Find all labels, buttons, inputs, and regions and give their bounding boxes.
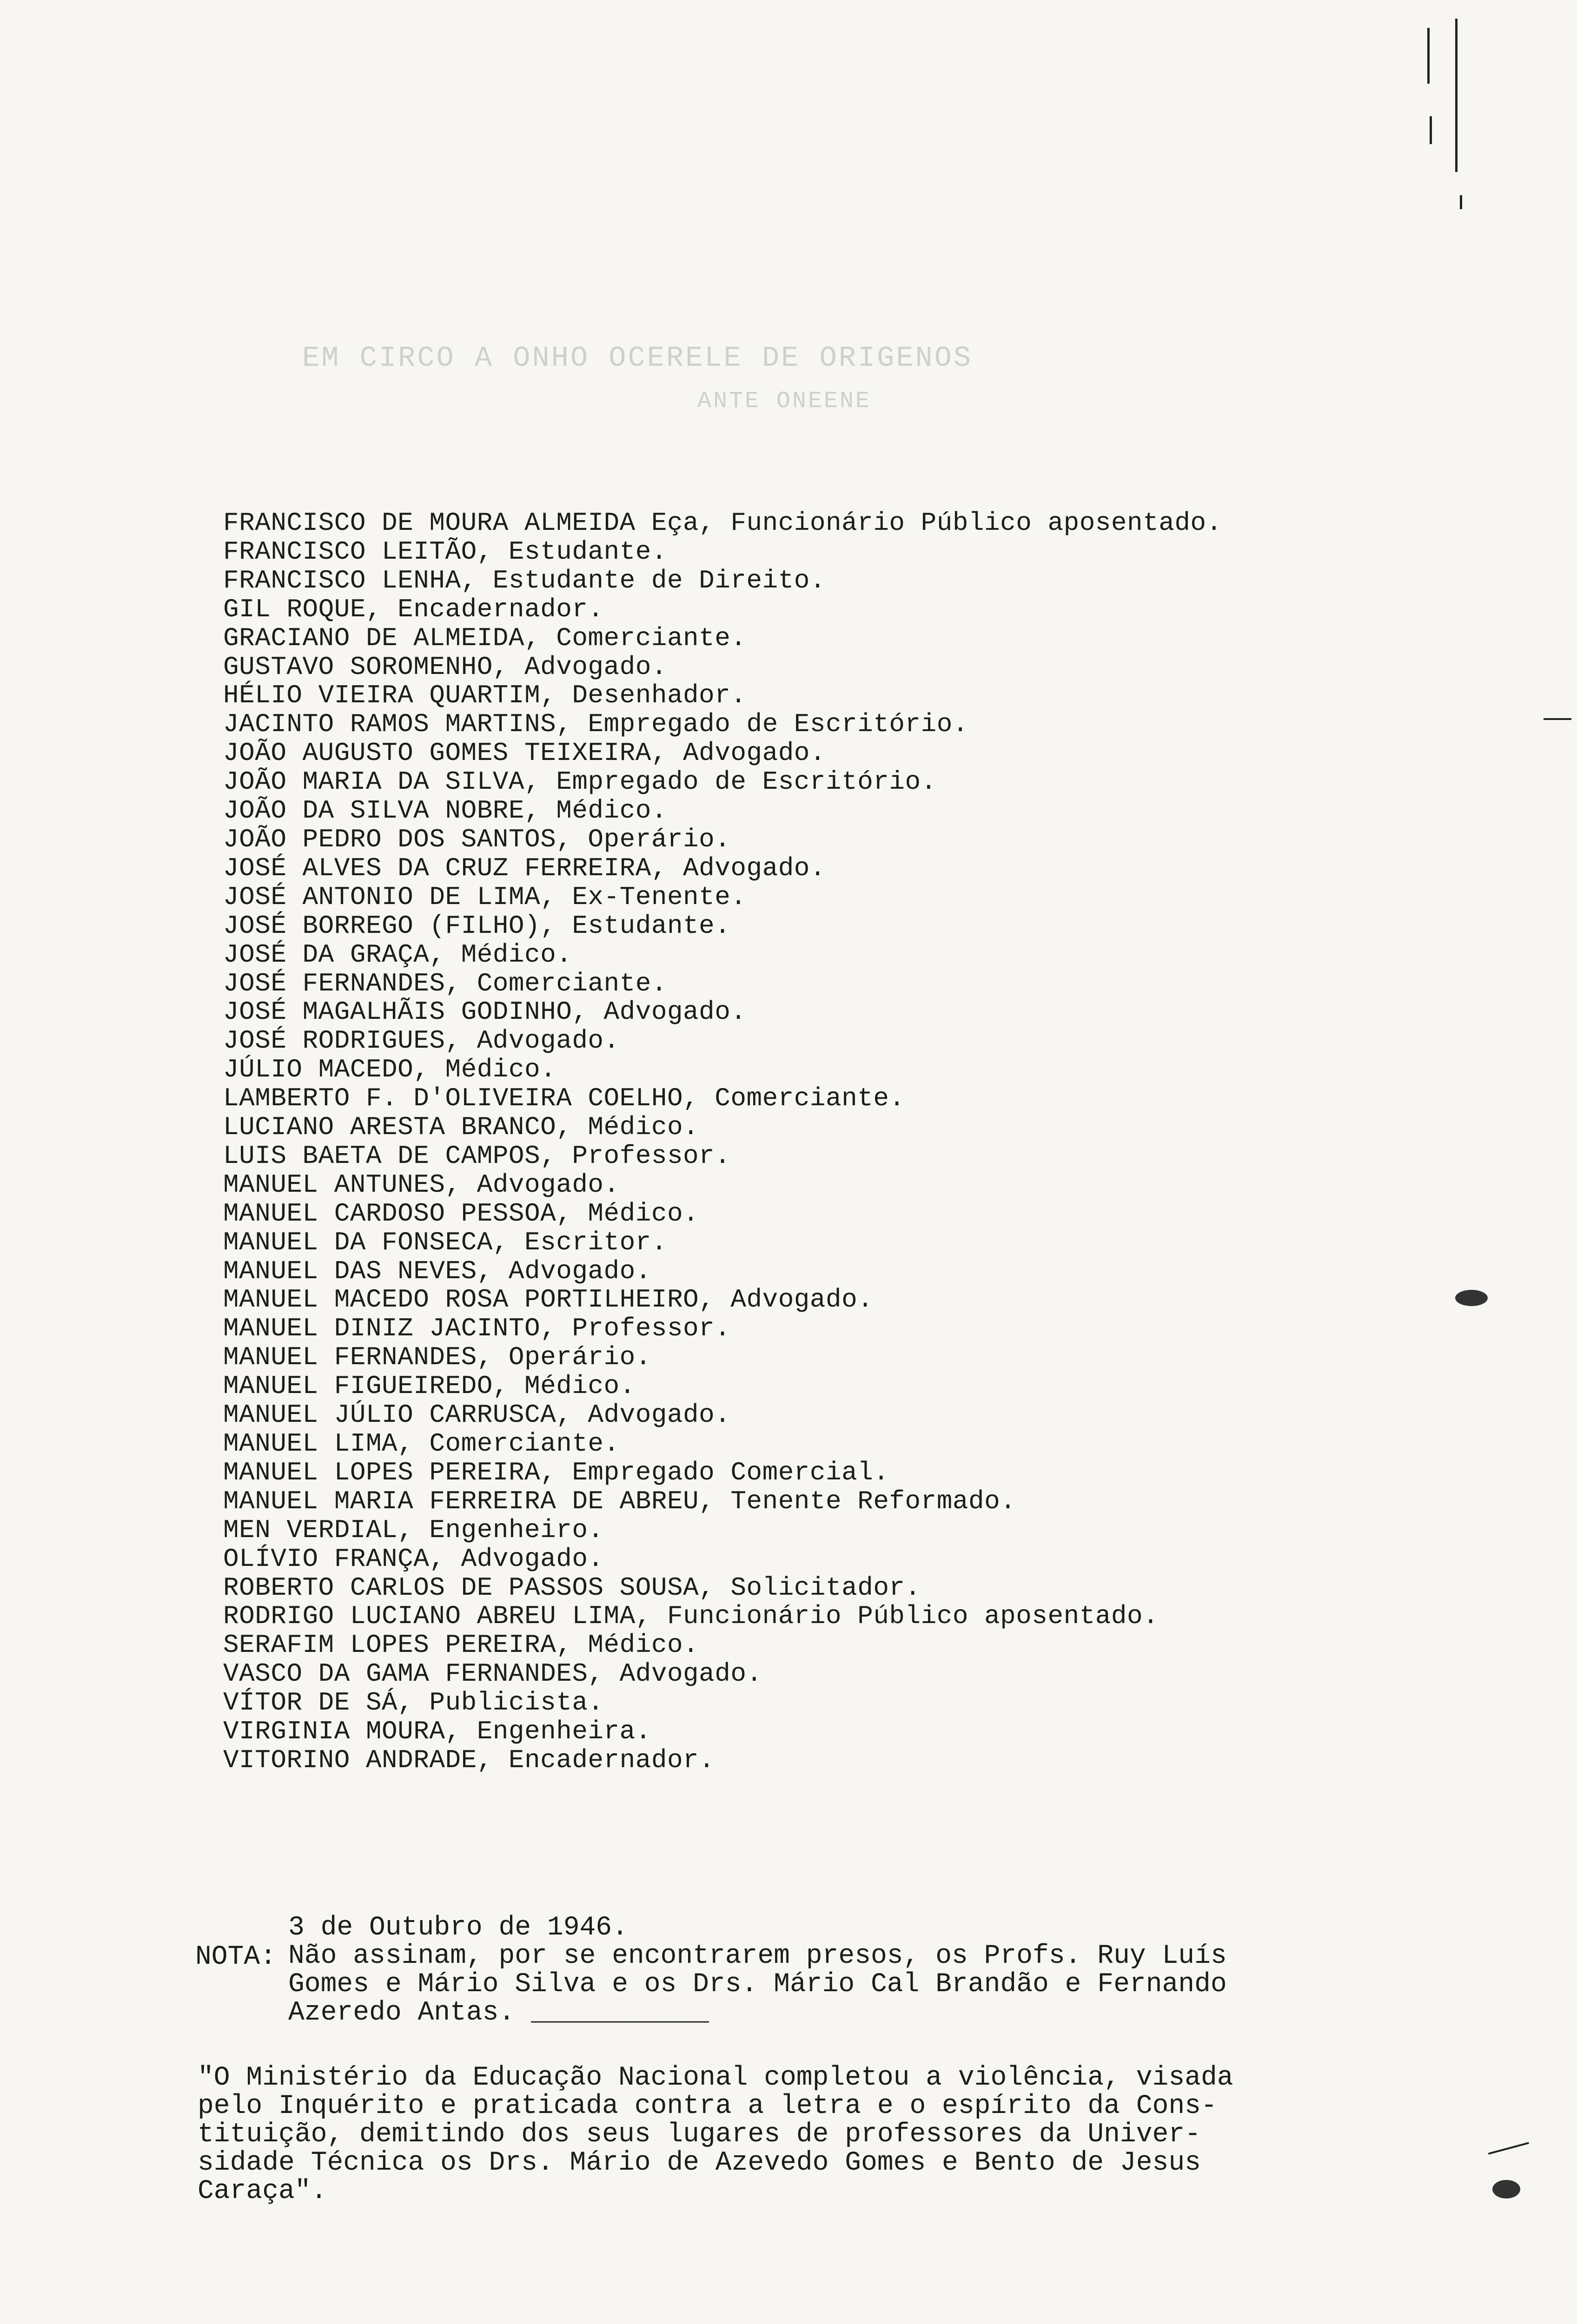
signatory-line: GRACIANO DE ALMEIDA, Comerciante. bbox=[223, 623, 747, 653]
signatory-line: MANUEL JÚLIO CARRUSCA, Advogado. bbox=[223, 1400, 731, 1430]
signatory-line: JOSÉ DA GRAÇA, Médico. bbox=[223, 939, 572, 970]
signatory-line: MANUEL MARIA FERREIRA DE ABREU, Tenente Reformado. bbox=[223, 1486, 1016, 1516]
signatory-line: JÚLIO MACEDO, Médico. bbox=[223, 1055, 557, 1085]
faint-header-bleed: EM CIRCO A ONHO OCERELE DE ORIGENOS bbox=[302, 342, 973, 375]
signatory-line: JOSÉ MAGALHÃIS GODINHO, Advogado. bbox=[223, 997, 747, 1027]
signatory-line: JOSÉ ALVES DA CRUZ FERREIRA, Advogado. bbox=[223, 853, 826, 883]
signatory-line: HÉLIO VIEIRA QUARTIM, Desenhador. bbox=[223, 680, 747, 711]
signatory-line: MANUEL FIGUEIREDO, Médico. bbox=[223, 1371, 636, 1401]
signatory-line: MANUEL DA FONSECA, Escritor. bbox=[223, 1227, 667, 1257]
margin-mark bbox=[1427, 28, 1430, 84]
signatory-line: JOÃO AUGUSTO GOMES TEIXEIRA, Advogado. bbox=[223, 738, 826, 768]
signatory-line: VIRGINIA MOURA, Engenheira. bbox=[223, 1717, 651, 1747]
signatory-line: JOÃO MARIA DA SILVA, Empregado de Escritório. bbox=[223, 767, 937, 797]
signatory-line: MANUEL LIMA, Comerciante. bbox=[223, 1429, 620, 1459]
signatory-line: JOÃO PEDRO DOS SANTOS, Operário. bbox=[223, 824, 731, 854]
signatory-line: MANUEL FERNANDES, Operário. bbox=[223, 1342, 651, 1373]
signatory-line: FRANCISCO LENHA, Estudante de Direito. bbox=[223, 565, 826, 595]
signatory-line: LAMBERTO F. D'OLIVEIRA COELHO, Comerciante. bbox=[223, 1083, 905, 1114]
signatory-line: MANUEL ANTUNES, Advogado. bbox=[223, 1169, 620, 1200]
faint-header-bleed-2: ANTE ONEENE bbox=[697, 388, 872, 415]
signatory-list bbox=[223, 509, 1455, 1775]
margin-mark bbox=[1488, 2142, 1529, 2154]
signatory-line: OLÍVIO FRANÇA, Advogado. bbox=[223, 1544, 604, 1574]
signatory-line: MANUEL CARDOSO PESSOA, Médico. bbox=[223, 1198, 699, 1228]
signatory-line: ROBERTO CARLOS DE PASSOS SOUSA, Solicitador. bbox=[223, 1572, 921, 1603]
signatory-line: LUIS BAETA DE CAMPOS, Professor. bbox=[223, 1141, 731, 1171]
signatory-line: MEN VERDIAL, Engenheiro. bbox=[223, 1515, 604, 1545]
margin-mark bbox=[1460, 195, 1462, 209]
ink-blot bbox=[1455, 1290, 1488, 1306]
signatory-line: SERAFIM LOPES PEREIRA, Médico. bbox=[223, 1630, 699, 1660]
signatory-line: FRANCISCO DE MOURA ALMEIDA Eça, Funcionário Público aposentado. bbox=[223, 508, 1222, 538]
signatory-line: VÍTOR DE SÁ, Publicista. bbox=[223, 1688, 604, 1718]
nota-label: NOTA: bbox=[195, 1942, 277, 1972]
signatory-line: LUCIANO ARESTA BRANCO, Médico. bbox=[223, 1112, 699, 1142]
margin-mark bbox=[1544, 718, 1571, 720]
signatory-line: MANUEL DINIZ JACINTO, Professor. bbox=[223, 1314, 731, 1344]
signatory-line: JOSÉ FERNANDES, Comerciante. bbox=[223, 968, 667, 998]
signatory-line: MANUEL DAS NEVES, Advogado. bbox=[223, 1256, 651, 1286]
margin-mark bbox=[1430, 116, 1432, 144]
margin-mark bbox=[1455, 19, 1458, 172]
signatory-line: JOSÉ ANTONIO DE LIMA, Ex-Tenente. bbox=[223, 882, 747, 912]
signatory-line: JOÃO DA SILVA NOBRE, Médico. bbox=[223, 796, 667, 826]
signatory-line: GUSTAVO SOROMENHO, Advogado. bbox=[223, 652, 667, 682]
signatory-line: JACINTO RAMOS MARTINS, Empregado de Escritório. bbox=[223, 709, 968, 739]
signatory-line: RODRIGO LUCIANO ABREU LIMA, Funcionário Público aposentado. bbox=[223, 1601, 1159, 1631]
closing-quote: "O Ministério da Educação Nacional completou a violência, visada pelo Inquérito e praticada contra a letra e o espírito da Cons- tituição, demitindo dos seus lugares de professores da Univer- sidade Técnica os Drs. Mário de Azevedo Gomes e Bento de Jesus Caraça". bbox=[198, 2063, 1233, 2206]
nota-text: Não assinam, por se encontrarem presos, os Profs. Ruy Luís Gomes e Mário Silva e os Drs. Mário Cal Brandão e Fernando Azeredo Antas. ___________ bbox=[288, 1941, 1227, 2028]
signatory-line: JOSÉ BORREGO (FILHO), Estudante. bbox=[223, 911, 731, 941]
ink-blot bbox=[1492, 2180, 1520, 2199]
signatory-line: GIL ROQUE, Encadernador. bbox=[223, 594, 604, 624]
document-date: 3 de Outubro de 1946. bbox=[288, 1913, 628, 1943]
signatory-line: VITORINO ANDRADE, Encadernador. bbox=[223, 1745, 715, 1775]
signatory-line: MANUEL LOPES PEREIRA, Empregado Comercial. bbox=[223, 1457, 889, 1487]
signatory-line: JOSÉ RODRIGUES, Advogado. bbox=[223, 1026, 620, 1056]
signatory-line: MANUEL MACEDO ROSA PORTILHEIRO, Advogado. bbox=[223, 1285, 874, 1315]
signatory-line: FRANCISCO LEITÃO, Estudante. bbox=[223, 536, 667, 567]
signatory-line: VASCO DA GAMA FERNANDES, Advogado. bbox=[223, 1659, 762, 1689]
